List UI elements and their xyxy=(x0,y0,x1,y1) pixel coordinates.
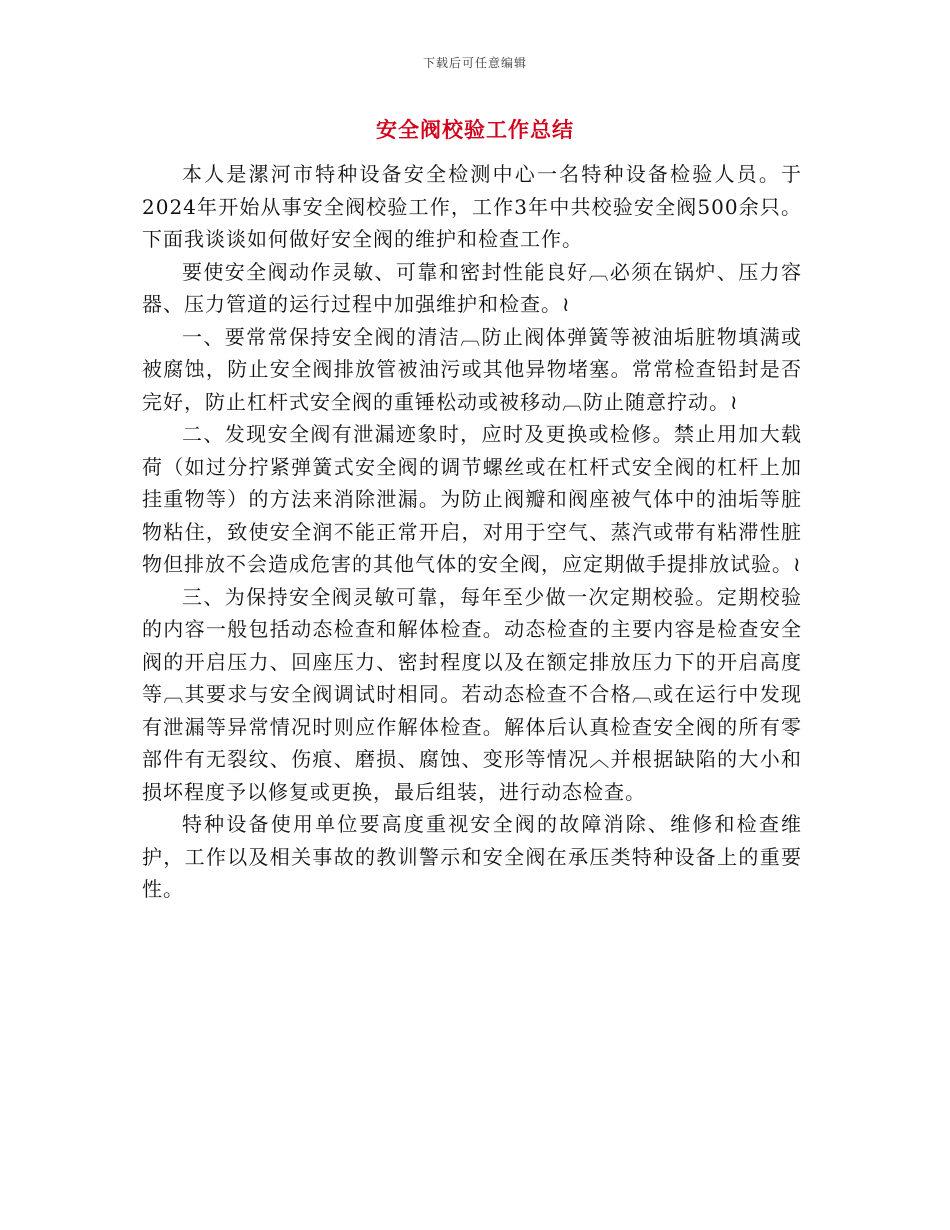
header-note: 下载后可任意编辑 xyxy=(422,56,527,70)
document-body xyxy=(142,158,802,906)
paragraph-requirement: 要使安全阀动作灵敏、可靠和密封性能良好︹必须在锅炉、压力容器、压力管道的运行过程中加强维护和检查。≀ xyxy=(142,259,802,316)
paragraph-conclusion: 特种设备使用单位要高度重视安全阀的故障消除、维修和检查维护，工作以及相关事故的教训警示和安全阀在承压类特种设备上的重要性。 xyxy=(142,812,802,901)
paragraph-intro: 本人是漯河市特种设备安全检测中心一名特种设备检验人员。于2024年开始从事安全阀校验工作，工作3年中共校验安全阀500余只。下面我谈谈如何做好安全阀的维护和检查工作。 xyxy=(142,162,802,251)
document-title: 安全阀校验工作总结 xyxy=(376,117,574,142)
paragraph-point-two: 二、发现安全阀有泄漏迹象时，应时及更换或检修。禁止用加大载荷（如过分拧紧弹簧式安全阀的调节螺丝或在杠杆式安全阀的杠杆上加挂重物等）的方法来消除泄漏。为防止阀瓣和阀座被气体中的油垢等脏物粘住，致使安全润不能正常开启，对用于空气、蒸汽或带有粘滞性脏物但排放不会造成危害的其他气体的安全阀，应定期做手提排放试验。≀ xyxy=(142,422,802,576)
paragraph-point-one: 一、要常常保持安全阀的清洁︹防止阀体弹簧等被油垢脏物填满或被腐蚀，防止安全阀排放管被油污或其他异物堵塞。常常检查铅封是否完好，防止杠杆式安全阀的重锤松动或被移动︹防止随意拧动。≀ xyxy=(142,324,802,414)
paragraph-point-three: 三、为保持安全阀灵敏可靠，每年至少做一次定期校验。定期校验的内容一般包括动态检查和解体检查。动态检查的主要内容是检查安全阀的开启压力、回座压力、密封程度以及在额定排放压力下的开启高度等︹其要求与安全阀调试时相同。若动态检查不合格︹或在运行中发现有泄漏等异常情况时则应作解体检查。解体后认真检查安全阀的所有零部件有无裂纹、伤痕、磨损、腐蚀、变形等情况︿并根据缺陷的大小和损坏程度予以修复或更换，最后组装，进行动态检查。 xyxy=(142,584,802,804)
